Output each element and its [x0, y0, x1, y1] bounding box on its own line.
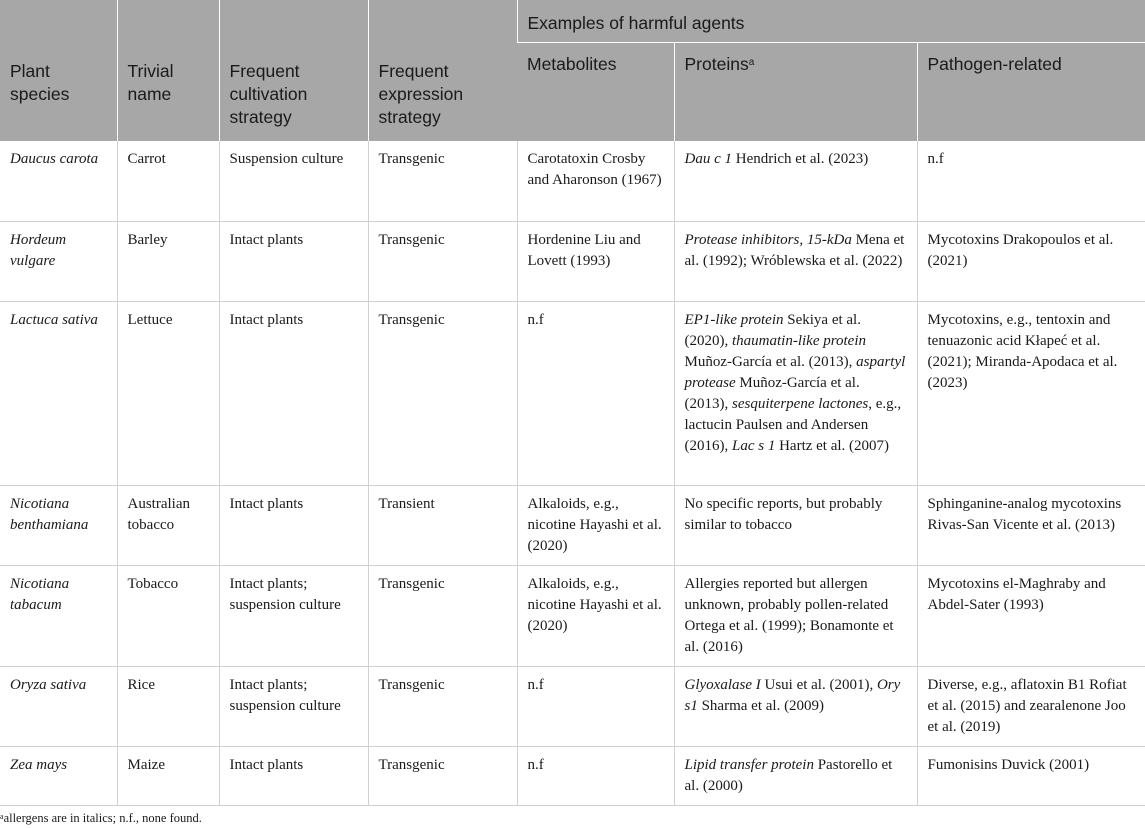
header-proteins-label: Proteins — [684, 53, 749, 74]
header-proteins — [674, 42, 917, 141]
table-row — [0, 565, 1145, 666]
header-proteins-footnote-mark: a — [748, 56, 755, 68]
allergen-name: thaumatin-like protein — [732, 332, 867, 349]
cell-expression: Transgenic — [368, 746, 517, 805]
reference-text: Hendrich et al. (2023) — [732, 151, 869, 167]
header-metabolites: Metabolites — [517, 42, 674, 141]
cell-cultivation: Suspension culture — [219, 141, 368, 221]
reference-text: Pastorello et al. (2000) — [684, 756, 893, 794]
reference-text: Mena et al. (1992); Wróblewska et al. (2022) — [684, 231, 905, 269]
cell-proteins — [674, 666, 917, 746]
cell-expression: Transgenic — [368, 301, 517, 485]
cell-trivial-name: Tobacco — [117, 565, 219, 666]
header-pathogen-related: Pathogen-related — [917, 42, 1145, 141]
cell-trivial-name: Lettuce — [117, 301, 219, 485]
allergen-name: Ory s1 — [684, 676, 901, 714]
cell-expression: Transgenic — [368, 666, 517, 746]
cell-expression: Transgenic — [368, 565, 517, 666]
cell-trivial-name: Barley — [117, 221, 219, 301]
cell-trivial-name: Carrot — [117, 141, 219, 221]
table-row — [0, 141, 1145, 221]
header-plant-species: Plant species — [0, 0, 117, 141]
reference-text: Usui et al. (2001), — [760, 676, 877, 693]
allergen-name: Lac s 1 — [732, 437, 776, 454]
cell-species: Daucus carota — [0, 141, 117, 221]
allergen-name: Protease inhibitors, 15-kDa — [684, 231, 852, 248]
allergen-name: Glyoxalase I — [684, 676, 761, 693]
reference-text: Muñoz-García et al. (2013), — [684, 353, 857, 370]
table-row — [0, 666, 1145, 746]
cell-metabolites: n.f — [517, 746, 674, 805]
cell-metabolites: n.f — [517, 666, 674, 746]
cell-metabolites: Hordenine Liu and Lovett (1993) — [517, 221, 674, 301]
cell-proteins — [674, 141, 917, 221]
allergen-name: EP1-like protein — [684, 311, 784, 328]
reference-text: Sekiya et al. (2020), — [684, 311, 861, 349]
cell-expression: Transgenic — [368, 141, 517, 221]
allergen-name: Lipid transfer protein — [684, 756, 814, 773]
cell-cultivation: Intact plants — [219, 746, 368, 805]
header-cultivation-strategy: Frequent cultivation strategy — [219, 0, 368, 141]
cell-expression: Transient — [368, 485, 517, 565]
cell-pathogen: Mycotoxins, e.g., tentoxin and tenuazonic acid Kłapeć et al. (2021); Miranda-Apodaca et al. (2023) — [917, 301, 1145, 485]
footnote-mark: a — [0, 812, 4, 821]
cell-trivial-name: Rice — [117, 666, 219, 746]
cell-expression: Transgenic — [368, 221, 517, 301]
cell-proteins — [674, 301, 917, 485]
cell-pathogen: Diverse, e.g., aflatoxin B1 Rofiat et al. (2015) and zearalenone Joo et al. (2019) — [917, 666, 1145, 746]
cell-pathogen: Mycotoxins el-Maghraby and Abdel-Sater (1993) — [917, 565, 1145, 666]
cell-cultivation: Intact plants; suspension culture — [219, 565, 368, 666]
cell-metabolites: Alkaloids, e.g., nicotine Hayashi et al. (2020) — [517, 485, 674, 565]
table-row — [0, 746, 1145, 805]
cell-cultivation: Intact plants — [219, 221, 368, 301]
header-harmful-agents-group: Examples of harmful agents — [517, 0, 1145, 42]
cell-pathogen: Sphinganine-analog mycotoxins Rivas-San Vicente et al. (2013) — [917, 485, 1145, 565]
reference-text: Hartz et al. (2007) — [775, 437, 890, 454]
cell-pathogen: n.f — [917, 141, 1145, 221]
allergen-name: Dau c 1 — [684, 151, 732, 167]
table-row — [0, 301, 1145, 485]
reference-text: Allergies reported but allergen unknown, probably pollen-related Ortega et al. (1999); Bonamonte et al. (2016) — [684, 575, 894, 655]
allergen-name: sesquiterpene lactones — [732, 395, 869, 412]
cell-pathogen: Mycotoxins Drakopoulos et al. (2021) — [917, 221, 1145, 301]
cell-trivial-name: Australian tobacco — [117, 485, 219, 565]
header-expression-strategy: Frequent expression strategy — [368, 0, 517, 141]
cell-proteins — [674, 746, 917, 805]
cell-trivial-name: Maize — [117, 746, 219, 805]
cell-species: Oryza sativa — [0, 666, 117, 746]
table-row — [0, 485, 1145, 565]
cell-species: Nicotiana tabacum — [0, 565, 117, 666]
table-footnote — [0, 810, 202, 826]
cell-cultivation: Intact plants — [219, 301, 368, 485]
cell-proteins — [674, 565, 917, 666]
cell-species: Nicotiana benthamiana — [0, 485, 117, 565]
cell-species: Zea mays — [0, 746, 117, 805]
cell-cultivation: Intact plants; suspension culture — [219, 666, 368, 746]
reference-text: , e.g., lactucin Paulsen and Andersen (2016), — [684, 395, 902, 454]
cell-species: Hordeum vulgare — [0, 221, 117, 301]
cell-proteins — [674, 485, 917, 565]
reference-text: Muñoz-García et al. (2013), — [684, 374, 860, 412]
cell-metabolites: Alkaloids, e.g., nicotine Hayashi et al. (2020) — [517, 565, 674, 666]
reference-text: No specific reports, but probably similar to tobacco — [684, 495, 883, 533]
table-row — [0, 221, 1145, 301]
cell-proteins — [674, 221, 917, 301]
reference-text: Sharma et al. (2009) — [697, 697, 825, 714]
cell-metabolites: n.f — [517, 301, 674, 485]
cell-cultivation: Intact plants — [219, 485, 368, 565]
footnote-text: allergens are in italics; n.f., none found. — [3, 811, 202, 825]
header-trivial-name: Trivial name — [117, 0, 219, 141]
cell-pathogen: Fumonisins Duvick (2001) — [917, 746, 1145, 805]
cell-species: Lactuca sativa — [0, 301, 117, 485]
allergen-name: aspartyl protease — [684, 353, 906, 391]
cell-metabolites: Carotatoxin Crosby and Aharonson (1967) — [517, 141, 674, 221]
